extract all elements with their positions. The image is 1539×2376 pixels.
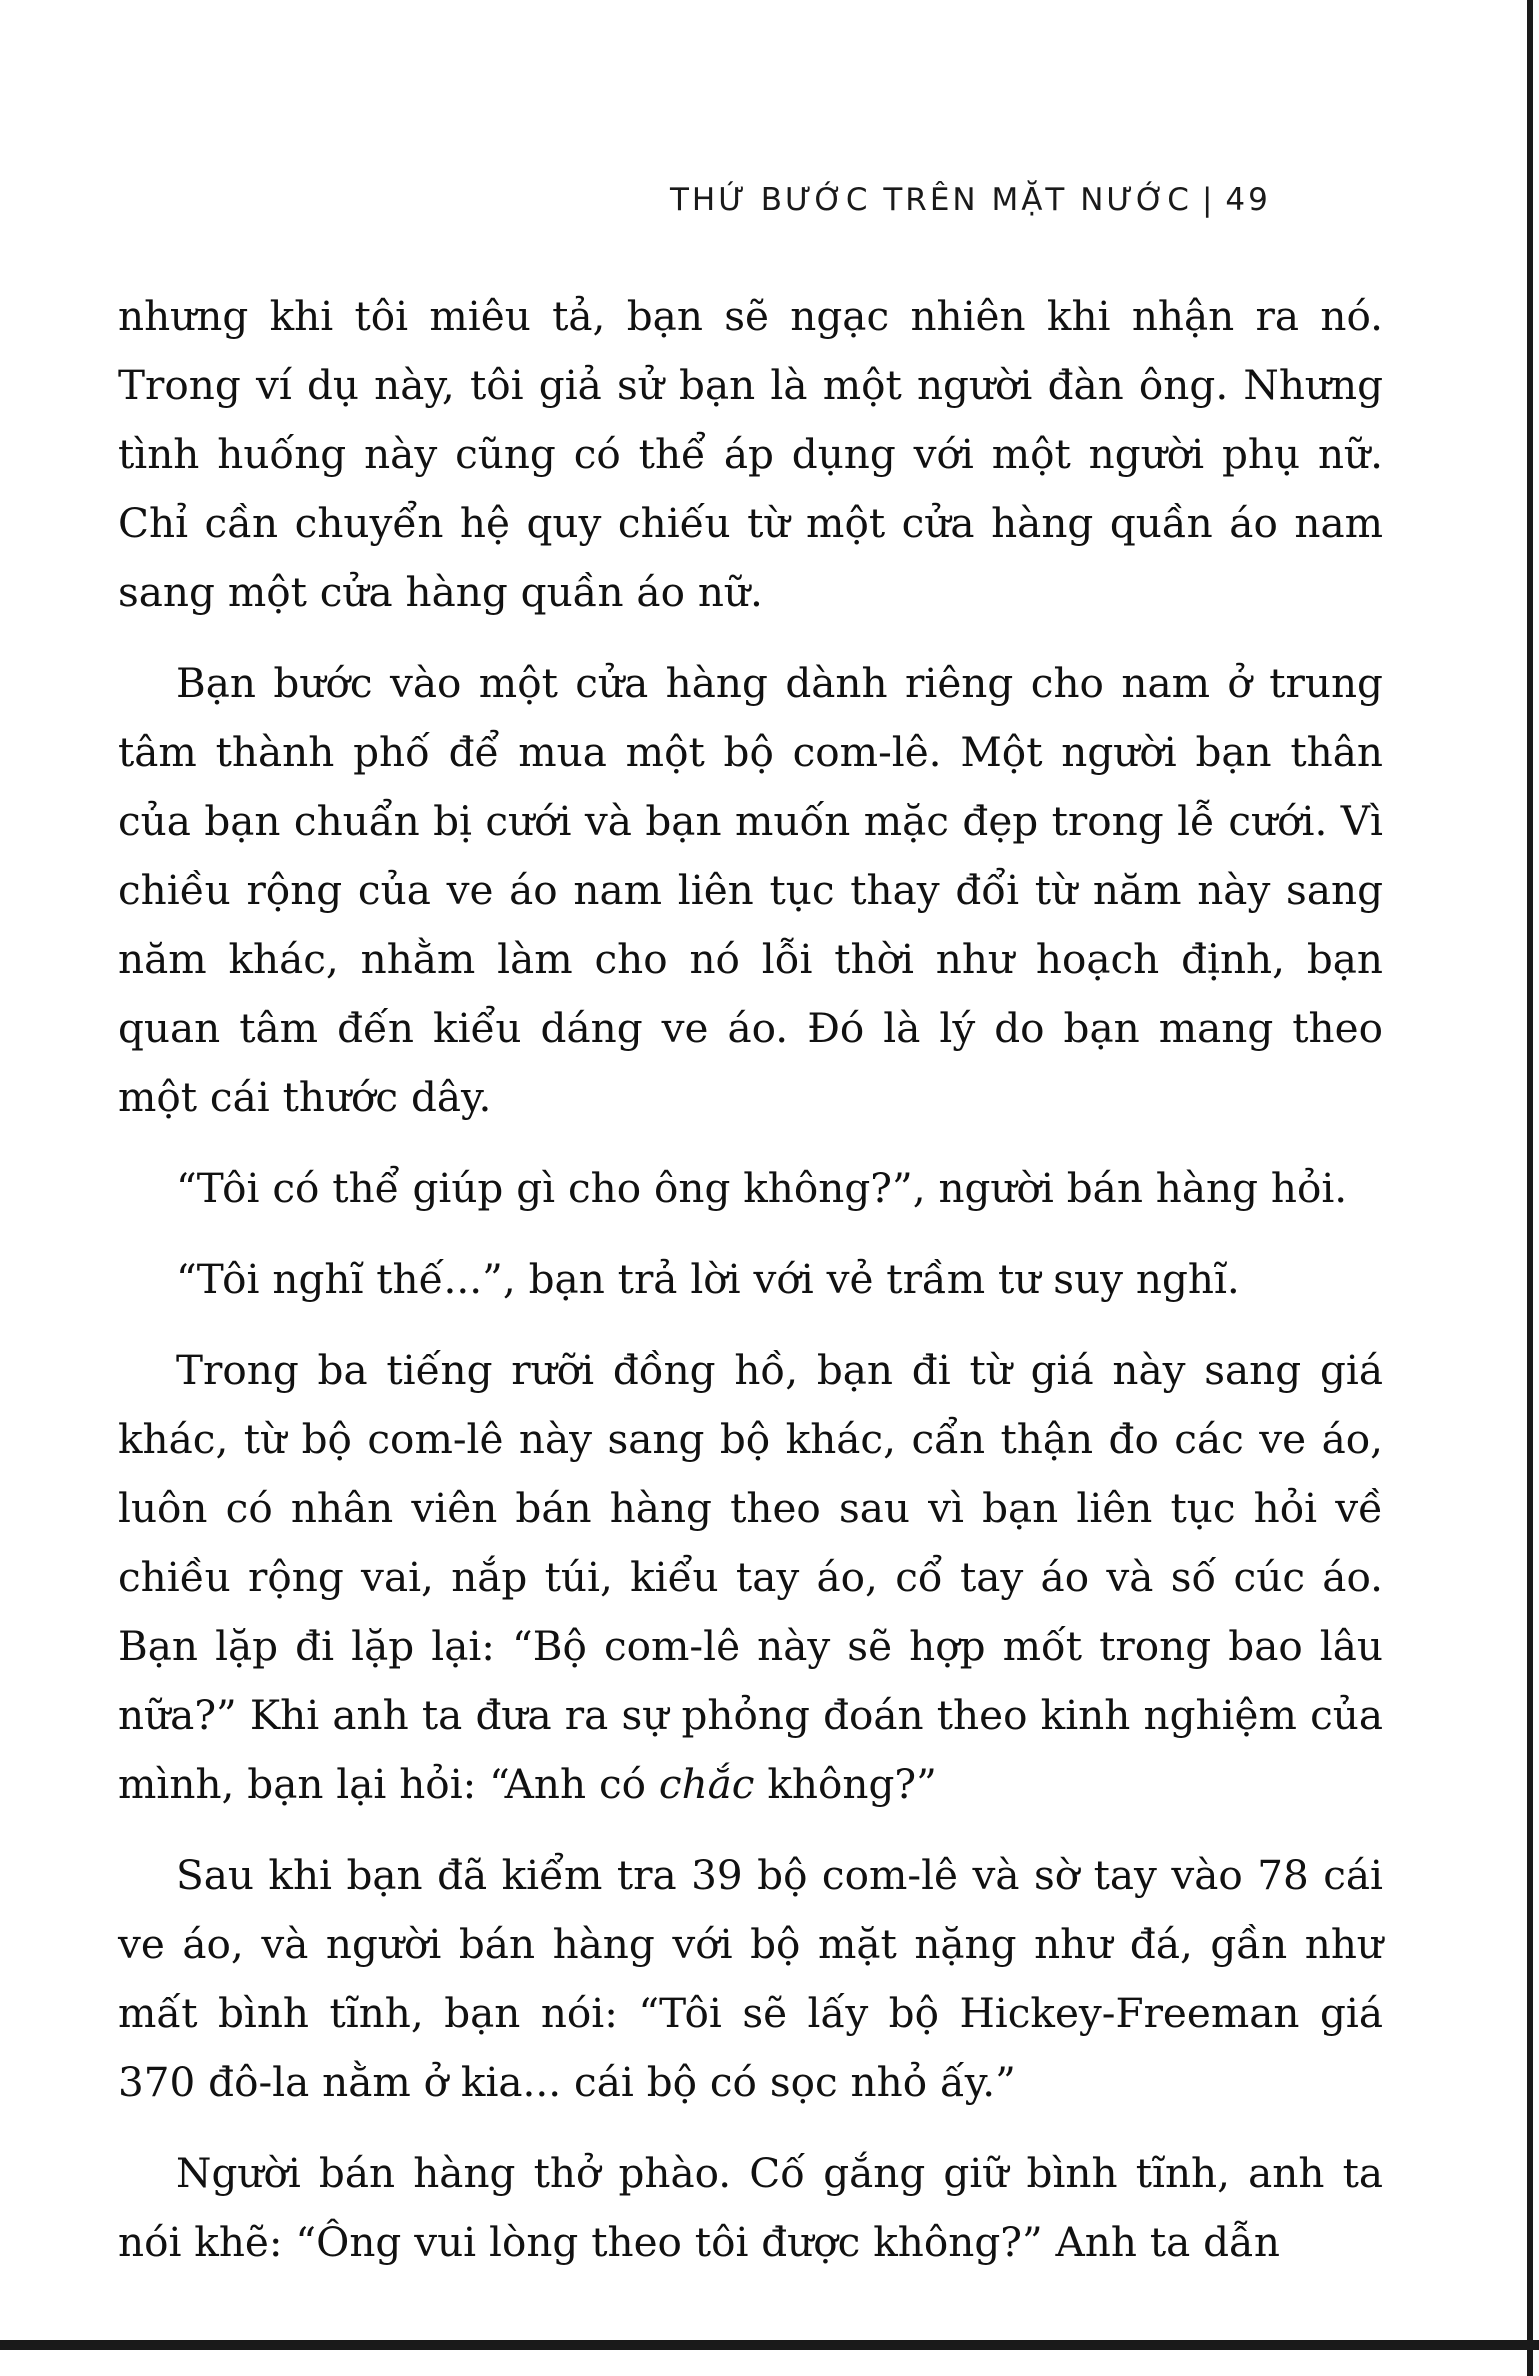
scan-right-edge xyxy=(1527,0,1533,2376)
paragraph-2: Bạn bước vào một cửa hàng dành riêng cho nam ở trung tâm thành phố để mua một bộ com-lê. Một người bạn thân của bạn chuẩn bị cưới và bạn muốn mặc đẹp trong lễ cưới. Vì chiều rộng của ve áo nam liên tục thay đổi từ năm này sang năm khác, nhằm làm cho nó lỗi thời như hoạch định, bạn quan tâm đến kiểu dáng ve áo. Đó là lý do bạn mang theo một cái thước dây. xyxy=(118,659,1383,1121)
paragraph-6: Sau khi bạn đã kiểm tra 39 bộ com-lê và sờ tay vào 78 cái ve áo, và người bán hàng với bộ mặt nặng như đá, gần như mất bình tĩnh, bạn nói: “Tôi sẽ lấy bộ Hickey-Freeman giá 370 đô-la nằm ở kia... cái bộ có sọc nhỏ ấy.” xyxy=(118,1851,1383,2106)
paragraph-5-italic: chắc xyxy=(658,1760,755,1808)
scan-bottom-edge xyxy=(0,2340,1539,2350)
header-separator: | xyxy=(1201,182,1216,218)
body-text xyxy=(118,282,1383,2299)
page-number: 49 xyxy=(1225,182,1271,218)
paragraph-3-dialogue: “Tôi có thể giúp gì cho ông không?”, người bán hàng hỏi. xyxy=(176,1164,1348,1212)
chapter-title: THỨ BƯỚC TRÊN MẶT NƯỚC xyxy=(670,182,1192,218)
paragraph-5 xyxy=(118,1336,1383,1819)
paragraph-5-text: Trong ba tiếng rưỡi đồng hồ, bạn đi từ giá này sang giá khác, từ bộ com-lê này sang bộ khác, cẩn thận đo các ve áo, luôn có nhân viên bán hàng theo sau vì bạn liên tục hỏi về chiều rộng vai, nắp túi, kiểu tay áo, cổ tay áo và số cúc áo. Bạn lặp đi lặp lại: “Bộ com-lê này sẽ hợp mốt trong bao lâu nữa?” Khi anh ta đưa ra sự phỏng đoán theo kinh nghiệm của mình, bạn lại hỏi: “Anh có xyxy=(118,1346,1383,1808)
paragraph-1: nhưng khi tôi miêu tả, bạn sẽ ngạc nhiên khi nhận ra nó. Trong ví dụ này, tôi giả sử bạn là một người đàn ông. Nhưng tình huống này cũng có thể áp dụng với một người phụ nữ. Chỉ cần chuyển hệ quy chiếu từ một cửa hàng quần áo nam sang một cửa hàng quần áo nữ. xyxy=(118,292,1383,616)
paragraph-7: Người bán hàng thở phào. Cố gắng giữ bình tĩnh, anh ta nói khẽ: “Ông vui lòng theo tôi được không?” Anh ta dẫn xyxy=(118,2149,1383,2266)
paragraph-4-dialogue: “Tôi nghĩ thế...”, bạn trả lời với vẻ trầm tư suy nghĩ. xyxy=(176,1255,1240,1303)
running-header xyxy=(670,182,1370,218)
paragraph-5-tail: không?” xyxy=(754,1760,937,1808)
